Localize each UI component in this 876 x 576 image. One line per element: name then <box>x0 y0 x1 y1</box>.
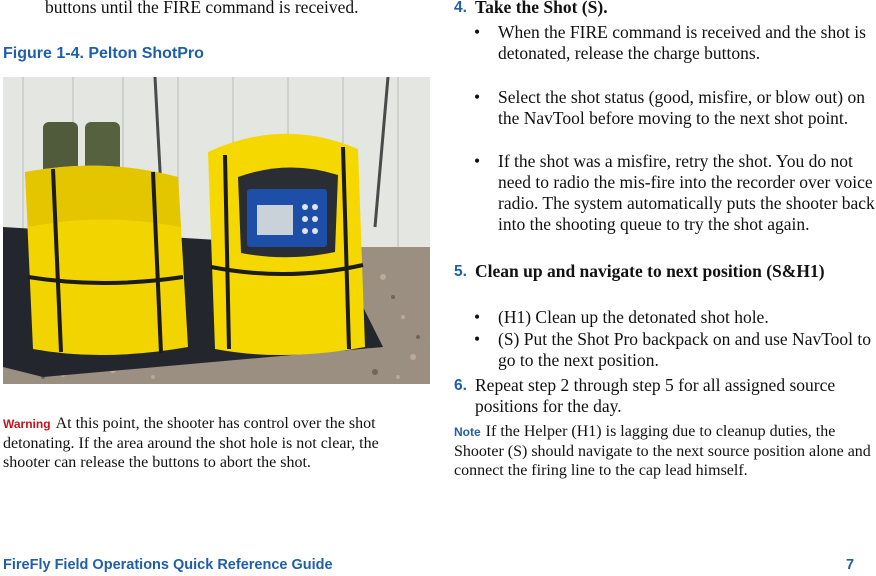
step-title: Take the Shot (S). <box>475 0 608 17</box>
step-number: 4. <box>454 0 467 16</box>
bullet-icon: • <box>474 87 481 107</box>
step-5 <box>454 261 876 282</box>
note-paragraph <box>454 422 876 480</box>
warning-label: Warning <box>3 417 51 431</box>
list-item: • (H1) Clean up the detonated shot hole. <box>474 307 769 327</box>
list-item: • If the shot was a misfire, retry the shot. You do not need to radio the mis-fire into the recorder over voice radio. The system automatically puts the shooter back into the shooting queue to try the shot again. <box>474 151 875 234</box>
step-title: Clean up and navigate to next position (S&H1) <box>475 261 825 281</box>
bullet-icon: • <box>474 329 481 349</box>
step-text: Repeat step 2 through step 5 for all assigned source positions for the day. <box>475 375 836 416</box>
warning-paragraph <box>3 414 428 472</box>
pelton-shotpro-photo <box>3 77 430 384</box>
note-text: If the Helper (H1) is lagging due to cleanup duties, the Shooter (S) should navigate to the next source position alone and connect the firing line to the cap lead himself. <box>454 423 871 479</box>
figure-caption: Figure 1-4. Pelton ShotPro <box>3 45 204 62</box>
note-label: Note <box>454 425 481 439</box>
bullet-icon: • <box>474 151 481 171</box>
step-number: 5. <box>454 263 467 280</box>
step-number: 6. <box>454 377 467 394</box>
list-item: • Select the shot status (good, misfire, or blow out) on the NavTool before moving to the next shot point. <box>474 87 865 128</box>
bullet-icon: • <box>474 22 481 42</box>
step-6 <box>454 375 876 417</box>
list-item: • (S) Put the Shot Pro backpack on and use NavTool to go to the next position. <box>474 329 872 370</box>
warning-text: At this point, the shooter has control over the shot detonating. If the area around the shot hole is not clear, the shooter can release the buttons to abort the shot. <box>3 415 379 471</box>
intro-text: buttons until the FIRE command is received. <box>45 0 359 17</box>
page-number: 7 <box>846 557 855 573</box>
footer-title: FireFly Field Operations Quick Reference Guide <box>3 557 333 573</box>
bullet-icon: • <box>474 307 481 327</box>
step-4 <box>454 0 876 18</box>
list-item: • When the FIRE command is received and the shot is detonated, release the charge buttons. <box>474 22 866 63</box>
